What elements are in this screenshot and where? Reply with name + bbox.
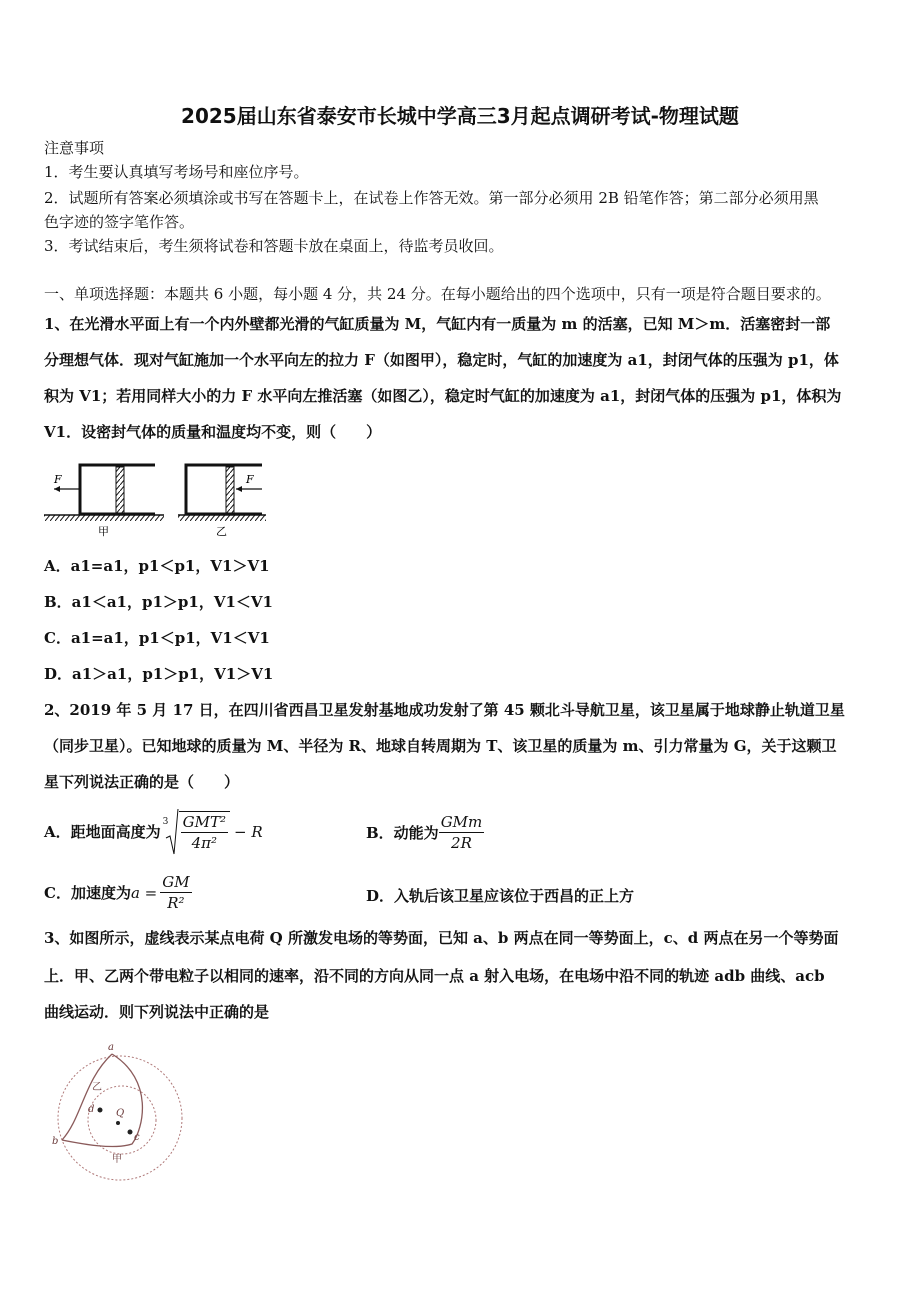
q2-option-b-num: GMm <box>440 813 483 831</box>
label-b: b <box>52 1136 59 1147</box>
root-index: 3 <box>162 817 169 827</box>
label-q: Q <box>116 1108 125 1119</box>
q1-option-b: B．a1＜a1，p1＞p1，V1＜V1 <box>44 593 273 611</box>
q2-option-c-prefix: C．加速度为 <box>44 883 131 902</box>
label-c: c <box>134 1132 140 1143</box>
notice-item-2-cont: 色字迹的签字笔作答。 <box>44 213 195 231</box>
point-c <box>128 1130 133 1135</box>
q2-line3: 星下列说法正确的是（ ） <box>44 773 240 791</box>
point-d <box>98 1108 103 1113</box>
q1-option-a: A．a1=a1，p1＜p1，V1＞V1 <box>44 557 270 575</box>
q1-line2: 分理想气体．现对气缸施加一个水平向左的拉力 F（如图甲），稳定时，气缸的加速度为 a1，封闭气体的压强为 p1，体 <box>44 351 839 369</box>
page-title: 2025届山东省泰安市长城中学高三3月起点调研考试-物理试题 <box>181 104 739 128</box>
q2-option-d: D．入轨后该卫星应该位于西昌的正上方 <box>366 887 635 905</box>
force-label-yi: F <box>246 473 254 486</box>
q1-line4: V1．设密封气体的质量和温度均不变，则（ ） <box>44 423 382 441</box>
notice-item-3: 3．考试结束后，考生须将试卷和答题卡放在桌面上，待监考员收回。 <box>44 237 504 255</box>
label-yi: 乙 <box>216 525 227 538</box>
label-yi: 乙 <box>92 1082 102 1093</box>
q2-option-b-prefix: B．动能为 <box>366 823 439 842</box>
notice-item-1: 1．考生要认真填写考场号和座位序号。 <box>44 163 309 181</box>
q2-option-a-suffix: − R <box>234 823 263 841</box>
q1-option-d: D．a1＞a1，p1＞p1，V1＞V1 <box>44 665 274 683</box>
q2-option-b <box>366 812 484 853</box>
q3-line1: 3、如图所示，虚线表示某点电荷 Q 所激发电场的等势面，已知 a、b 两点在同一等势面上，c、d 两点在另一个等势面 <box>44 929 839 947</box>
inner-equipotential <box>88 1086 156 1154</box>
q1-option-c: C．a1=a1，p1＜p1，V1＜V1 <box>44 629 270 647</box>
trajectory-adb <box>62 1054 112 1140</box>
cylinder-jia <box>44 465 164 538</box>
q2-line1: 2、2019 年 5 月 17 日，在四川省西昌卫星发射基地成功发射了第 45 颗北斗导航卫星，该卫星属于地球静止轨道卫星 <box>44 701 845 719</box>
label-jia: 甲 <box>98 525 109 538</box>
q2-option-a-prefix: A．距地面高度为 <box>44 823 161 841</box>
q2-option-c-var: a = <box>130 883 158 902</box>
q1-figure <box>40 455 270 543</box>
label-jia: 甲 <box>112 1154 122 1165</box>
q2-option-b-den: 2R <box>451 834 472 852</box>
q2-option-a-num: GMT² <box>182 813 226 831</box>
notice-item-2: 2．试题所有答案必须填涂或书写在答题卡上，在试卷上作答无效。第一部分必须用 2B 铅笔作答；第二部分必须用黑 <box>44 189 819 207</box>
q2-option-c-num: GM <box>162 873 190 891</box>
q1-line3: 积为 V1；若用同样大小的力 F 水平向左推活塞（如图乙），稳定时气缸的加速度为 a1，封闭气体的压强为 p1，体积为 <box>44 387 842 405</box>
q2-option-c <box>44 872 192 913</box>
cylinder-yi <box>178 465 266 538</box>
q2-option-a-den: 4π² <box>191 834 218 852</box>
label-a: a <box>108 1042 114 1053</box>
notice-heading: 注意事项 <box>44 139 105 157</box>
q3-line2: 上．甲、乙两个带电粒子以相同的速率，沿不同的方向从同一点 a 射入电场，在电场中沿不同的轨迹 adb 曲线、acb <box>44 967 825 985</box>
q2-option-a <box>44 808 263 856</box>
q2-option-a-fraction <box>179 811 230 853</box>
q2-line2: （同步卫星）。已知地球的质量为 M、半径为 R、地球自转周期为 T、该卫星的质量为 m、引力常量为 G，关于这颗卫 <box>44 737 837 755</box>
force-label-jia: F <box>54 473 62 486</box>
q2-option-c-den: R² <box>167 894 185 912</box>
cube-root <box>162 808 230 856</box>
label-d: d <box>88 1104 95 1115</box>
q1-line1: 1、在光滑水平面上有一个内外壁都光滑的气缸质量为 M，气缸内有一质量为 m 的活塞，已知 M＞m．活塞密封一部 <box>44 315 831 333</box>
q3-figure <box>44 1040 194 1190</box>
section1-heading: 一、单项选择题：本题共 6 小题，每小题 4 分，共 24 分。在每小题给出的四个选项中，只有一项是符合题目要求的。 <box>44 285 831 303</box>
point-q <box>116 1121 120 1125</box>
q2-option-c-fraction <box>160 872 191 913</box>
q2-option-b-fraction <box>439 812 485 853</box>
q3-line3: 曲线运动．则下列说法中正确的是 <box>44 1003 270 1021</box>
